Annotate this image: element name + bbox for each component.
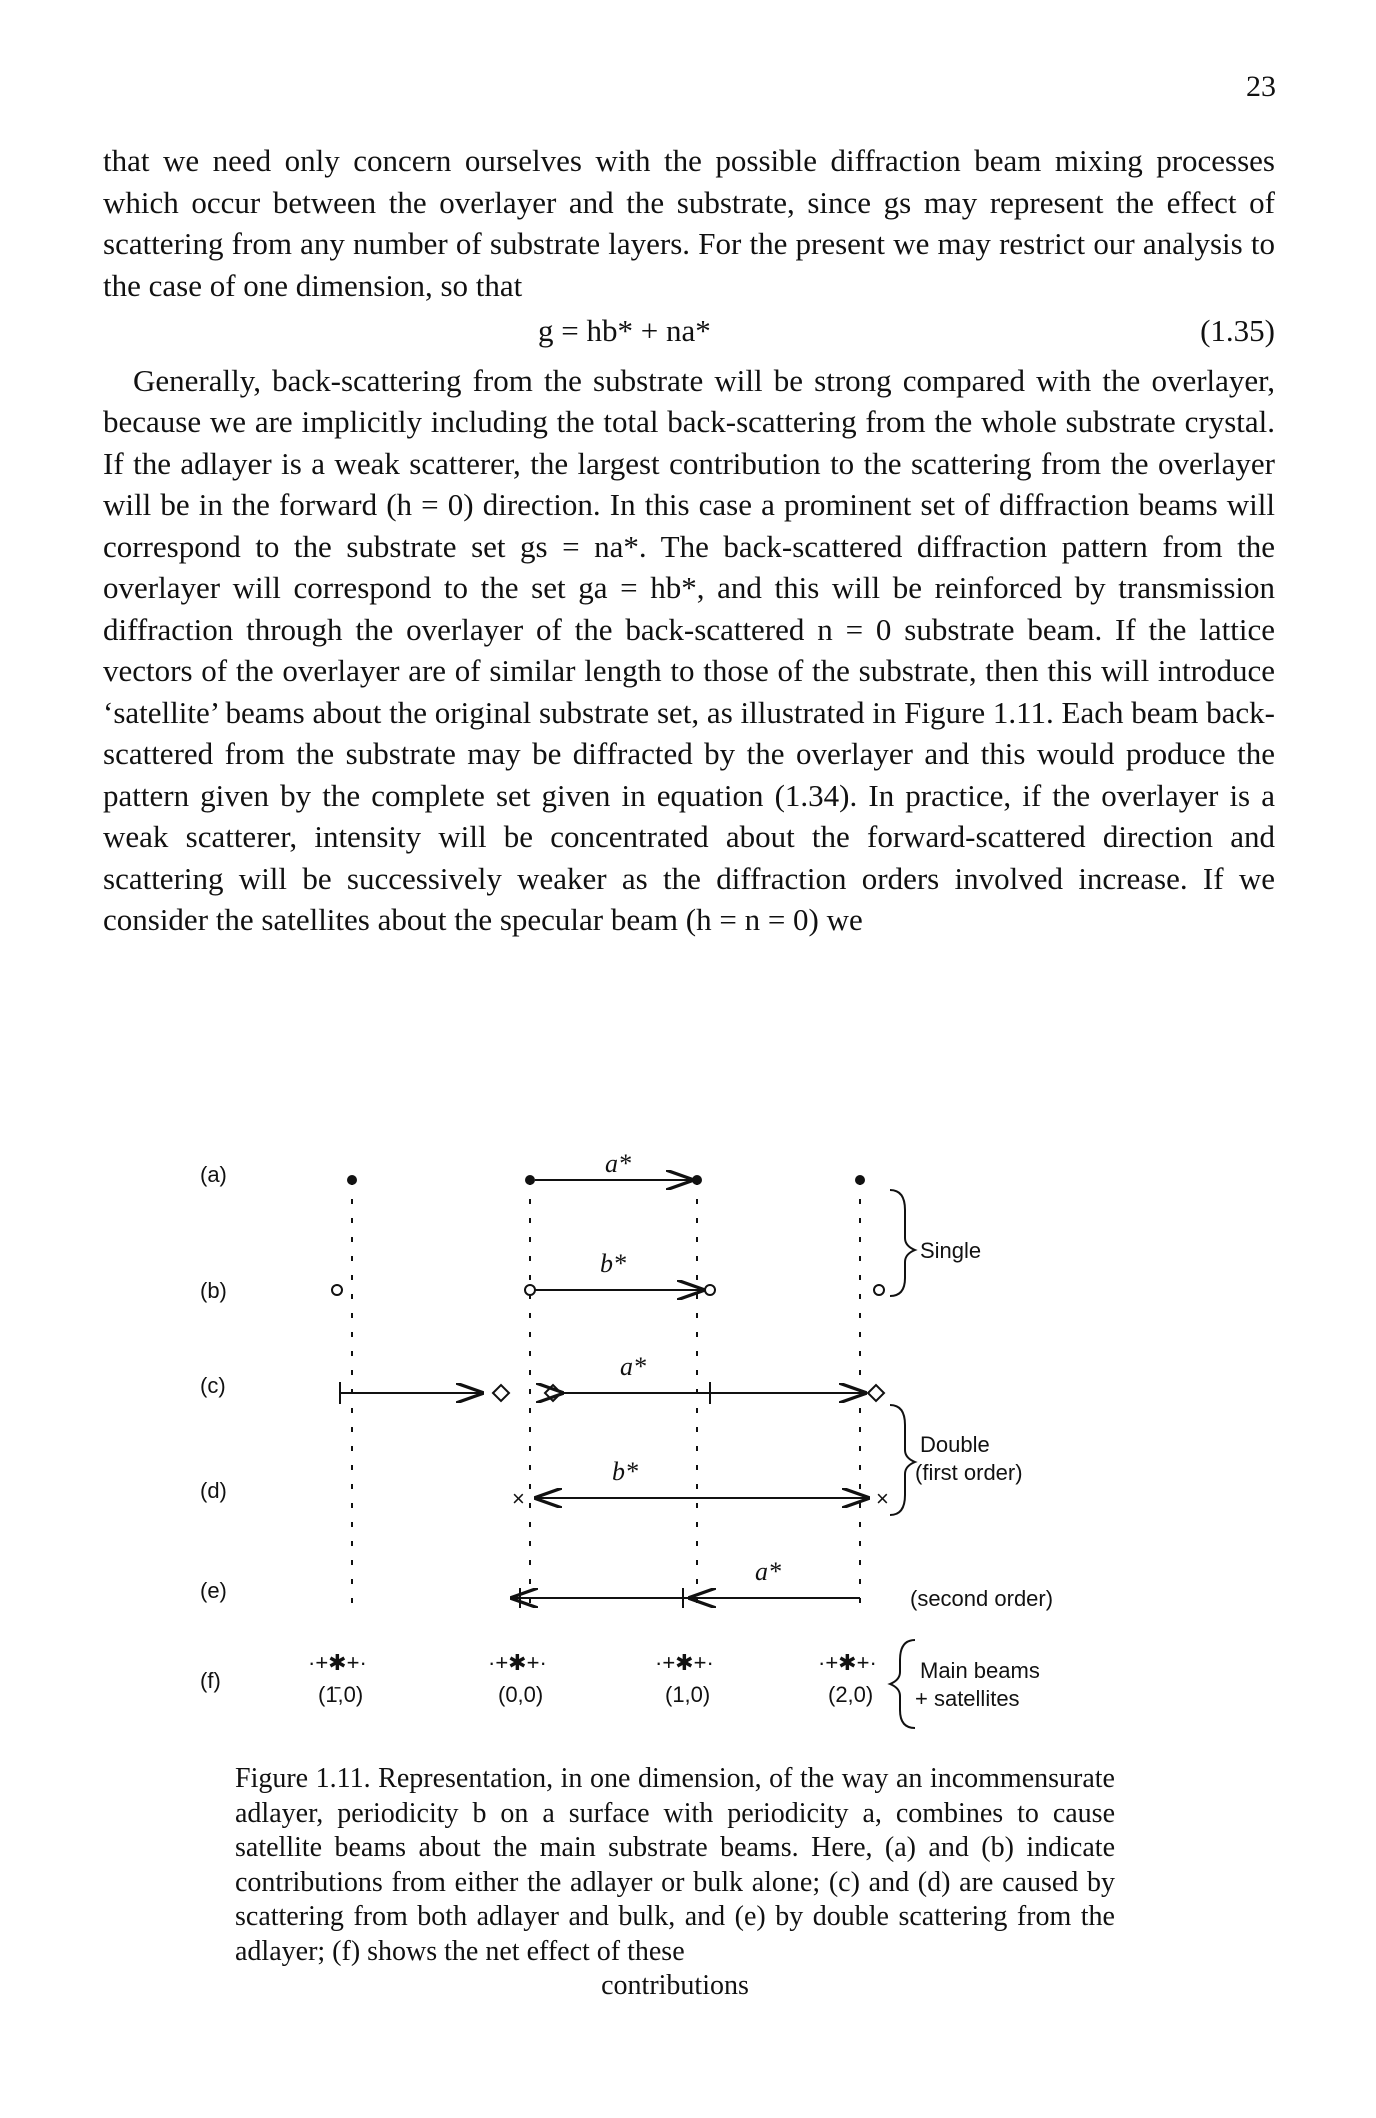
brace-single [890,1190,915,1296]
adlayer-beam-circle [525,1285,535,1295]
row-label-f: (f) [200,1668,221,1693]
group-main-sub-label: + satellites [915,1686,1020,1711]
row-label-c: (c) [200,1373,226,1398]
equation: g = hb* + na* [538,313,711,348]
group-single-label: Single [920,1238,982,1263]
figure-caption [235,1762,1115,2004]
diffraction-diagram [200,1150,1100,1750]
beam-index: (1,0) [665,1682,711,1707]
substrate-beam-dot [347,1175,357,1185]
row-label-e: (e) [200,1578,227,1603]
satellite-cross: × [512,1486,525,1511]
brace-double [890,1405,915,1515]
substrate-beam-dot [692,1175,702,1185]
satellite-cross: × [876,1486,889,1511]
equation-number: (1.35) [1200,313,1275,348]
e-a-star-label: a* [755,1557,781,1586]
a-star-label: a* [605,1150,631,1178]
adlayer-beam-circle [874,1285,884,1295]
d-b-star-label: b* [612,1457,638,1486]
satellite-group: ·+✱+· [655,1650,714,1675]
row-label-b: (b) [200,1278,227,1303]
paragraph-1: that we need only concern ourselves with the possible diffraction beam mixing processes which occur between the overlayer and the substrate, since gs may represent the effect of scattering from any number of substrate layers. For the present we may restrict our analysis to the case of one dimension, so that [103,143,1275,303]
equation-row [103,310,1275,352]
substrate-beam-dot [855,1175,865,1185]
adlayer-beam-circle [705,1285,715,1295]
group-double-label: Double [920,1432,990,1457]
satellite-diamond [493,1385,509,1401]
c-a-star-label: a* [620,1352,646,1381]
row-label-a: (a) [200,1162,227,1187]
row-label-d: (d) [200,1478,227,1503]
group-double-sub-label: (first order) [915,1460,1023,1485]
figure-1-11 [200,1150,1100,1750]
satellite-diamond [868,1385,884,1401]
beam-index: (1̄,0) [318,1682,364,1707]
group-second-label: (second order) [910,1586,1054,1611]
substrate-beam-dot [525,1175,535,1185]
adlayer-beam-circle [332,1285,342,1295]
b-star-label: b* [600,1249,626,1278]
beam-index: (0,0) [498,1682,544,1707]
body-text [103,140,1275,941]
satellite-group: ·+✱+· [308,1650,367,1675]
caption-last-line: contributions [601,1970,749,2001]
satellite-group: ·+✱+· [818,1650,877,1675]
group-main-label: Main beams [920,1658,1040,1683]
beam-index: (2,0) [828,1682,874,1707]
satellite-group: ·+✱+· [488,1650,547,1675]
caption-text: Figure 1.11. Representation, in one dimension, of the way an incommensurate adlayer, periodicity b on a surface with periodicity a, combines to cause satellite beams about the main substrate beams. Here, (a) and (b) indicate contributions from either the adlayer or bulk alone; (c) and (d) are caused by scattering from both adlayer and bulk, and (e) by double scattering from the adlayer; (f) shows the net effect of these [235,1763,1115,1967]
brace-main [890,1640,915,1728]
page-number: 23 [1246,70,1276,103]
satellite-diamond [545,1385,561,1401]
paragraph-2: Generally, back-scattering from the substrate will be strong compared with the overlayer, because we are implicitly including the total back-scattering from the whole substrate crystal. If the adlayer is a weak scatterer, the largest contribution to the scattering from the overlayer will be in the forward (h = 0) direction. In this case a prominent set of diffraction beams will correspond to the substrate set gs = na*. The back-scattered diffraction pattern from the overlayer will correspond to the set ga = hb*, and this will be reinforced by transmission diffraction through the overlayer of the back-scattered n = 0 substrate beam. If the lattice vectors of the overlayer are of similar length to those of the substrate, then this will introduce ‘satellite’ beams about the original substrate set, as illustrated in Figure 1.11. Each beam back-scattered from the substrate may be diffracted by the overlayer and this would produce the pattern given by the complete set given in equation (1.34). In practice, if the overlayer is a weak scatterer, intensity will be concentrated about the forward-scattered direction and scattering will be successively weaker as the diffraction orders involved increase. If we consider the satellites about the specular beam (h = n = 0) we [103,362,1275,937]
